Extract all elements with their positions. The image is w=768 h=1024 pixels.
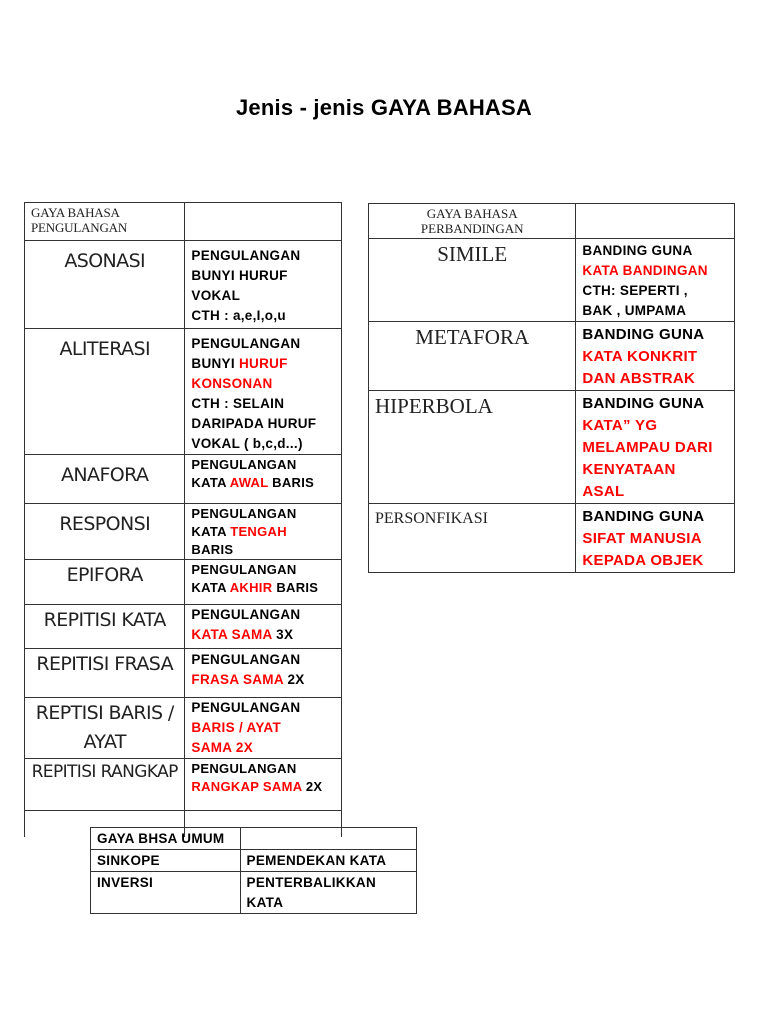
table-header-cell: GAYA BHSA UMUM [91,828,241,850]
highlighted-text: TENGAH [230,524,287,539]
description-line [191,541,341,559]
text-run: BUNYI [191,356,239,371]
description-line [582,415,734,437]
description-cell [185,241,342,329]
text-run: BARIS [268,475,315,490]
highlighted-text: KENYATAAN [582,461,676,478]
page-title: Jenis - jenis GAYA BAHASA [236,95,532,120]
description-line [582,281,734,301]
description-line [582,481,734,503]
highlighted-text: AWAL [229,475,269,490]
table-header-empty-cell [240,828,416,850]
description-line [582,459,734,481]
text-run: 2X [301,779,323,794]
table-row [369,239,735,322]
term-cell: EPIFORA [25,560,185,605]
description-line [191,456,341,474]
text-run: CTH: SEPERTI , [582,283,688,298]
table-row [25,560,342,605]
description-cell [576,239,735,322]
description-cell [576,504,735,573]
description-line [191,394,341,414]
description-cell [185,455,342,504]
highlighted-text: HURUF [238,356,288,371]
description-line [191,374,341,394]
description-cell: PEMENDEKAN KATA [240,850,416,872]
text-run: 3X [272,627,294,642]
header-line: PENGULANGAN [31,220,128,235]
table-row [25,759,342,811]
term-cell: REPITISI KATA [25,605,185,649]
header-line: PERBANDINGAN [420,221,524,236]
table-row [25,455,342,504]
table-row [25,329,342,455]
highlighted-text: RANGKAP SAMA [191,779,302,794]
description-line [191,523,341,541]
text-run: VOKAL [191,288,241,303]
description-line [191,670,341,690]
highlighted-text: SAMA 2X [191,740,254,755]
description-cell: PENTERBALIKKAN KATA [240,872,416,914]
description-line [191,650,341,670]
table-header-row [91,828,417,850]
term-cell: INVERSI [91,872,241,914]
description-line [191,266,341,286]
description-line [191,561,341,579]
table-row [25,504,342,560]
table-gaya-bahasa-pengulangan [24,202,342,837]
header-line: GAYA BAHASA [31,205,120,220]
text-run: CTH : a,e,I,o,u [191,308,286,323]
term-cell: ALITERASI [25,329,185,455]
highlighted-text: SIFAT MANUSIA [582,530,702,547]
text-run: BANDING GUNA [582,326,705,343]
text-run: PENGULANGAN [191,607,301,622]
description-line [191,738,341,758]
term-cell: REPITISI RANGKAP [25,759,185,811]
description-line [582,506,734,528]
highlighted-text: MELAMPAU DARI [582,439,713,456]
description-cell [576,391,735,504]
description-line [582,528,734,550]
text-run: PENGULANGAN [191,457,297,472]
description-line [582,393,734,415]
table-header-empty-cell [576,204,735,239]
description-line [191,474,341,492]
description-cell [576,322,735,391]
text-run: PENGULANGAN [191,248,301,263]
table-row [369,391,735,504]
term-cell: ANAFORA [25,455,185,504]
description-line [191,414,341,434]
text-run: KATA [191,475,230,490]
description-line [191,718,341,738]
text-run: BAK , UMPAMA [582,303,687,318]
description-line [582,346,734,368]
table-row [91,850,417,872]
description-cell [185,504,342,560]
header-line: GAYA BAHASA [426,206,518,221]
text-run: BANDING GUNA [582,508,705,525]
text-run: PENGULANGAN [191,700,301,715]
highlighted-text: FRASA SAMA [191,672,284,687]
term-cell: RESPONSI [25,504,185,560]
description-cell [185,560,342,605]
text-run: VOKAL ( b,c,d...) [191,436,303,451]
table-header-row [25,203,342,241]
highlighted-text: KATA” YG [582,417,658,434]
text-run: PENGULANGAN [191,652,301,667]
description-line [191,698,341,718]
description-line [582,368,734,390]
highlighted-text: KEPADA OBJEK [582,552,704,569]
table-row [25,649,342,698]
text-run: PENGULANGAN [191,506,297,521]
text-run: PENGULANGAN [191,761,297,776]
text-run: PENGULANGAN [191,562,297,577]
description-cell [185,605,342,649]
text-run: PENGULANGAN [191,336,301,351]
description-line [582,324,734,346]
description-line [582,241,734,261]
highlighted-text: KONSONAN [191,376,273,391]
description-line [191,625,341,645]
term-cell: SIMILE [369,239,576,322]
table-row [369,504,735,573]
description-line [191,354,341,374]
description-cell [185,649,342,698]
table-row [25,698,342,759]
description-line [191,778,341,796]
table-row [25,605,342,649]
text-run: BANDING GUNA [582,395,705,412]
description-line [191,605,341,625]
table-row [91,872,417,914]
description-line [191,760,341,778]
table-row [369,322,735,391]
text-run: DARIPADA HURUF [191,416,317,431]
term-cell: PERSONFIKASI [369,504,576,573]
highlighted-text: BARIS / AYAT [191,720,282,735]
description-cell [185,329,342,455]
description-line [191,434,341,454]
table-gaya-bahasa-umum [90,827,417,914]
description-line [582,261,734,281]
text-run: CTH : SELAIN [191,396,285,411]
term-cell: REPTISI BARIS / AYAT [25,698,185,759]
highlighted-text: KATA KONKRIT [582,348,698,365]
highlighted-text: AKHIR [229,580,273,595]
text-run: KATA [191,524,231,539]
description-line [191,505,341,523]
description-line [191,334,341,354]
highlighted-text: KATA BANDINGAN [582,263,708,278]
description-line [191,579,341,597]
description-line [582,437,734,459]
highlighted-text: KATA SAMA [191,627,273,642]
highlighted-text: DAN ABSTRAK [582,370,696,387]
description-cell [185,759,342,811]
description-line [191,246,341,266]
table-header-empty-cell [185,203,342,241]
term-cell: ASONASI [25,241,185,329]
description-line [582,550,734,572]
description-cell [185,698,342,759]
text-run: 2X [283,672,305,687]
description-line [191,306,341,326]
description-line [582,301,734,321]
text-run: BARIS [272,580,319,595]
term-cell: REPITISI FRASA [25,649,185,698]
text-run: BUNYI HURUF [191,268,288,283]
table-header-cell [25,203,185,241]
table-header-row [369,204,735,239]
table-header-cell [369,204,576,239]
text-run: BANDING GUNA [582,243,693,258]
text-run: KATA [191,580,230,595]
table-gaya-bahasa-perbandingan [368,203,735,573]
description-line [191,286,341,306]
term-cell: HIPERBOLA [369,391,576,504]
text-run: BARIS [191,542,234,557]
term-cell: METAFORA [369,322,576,391]
highlighted-text: ASAL [582,483,625,500]
table-row [25,241,342,329]
term-cell: SINKOPE [91,850,241,872]
